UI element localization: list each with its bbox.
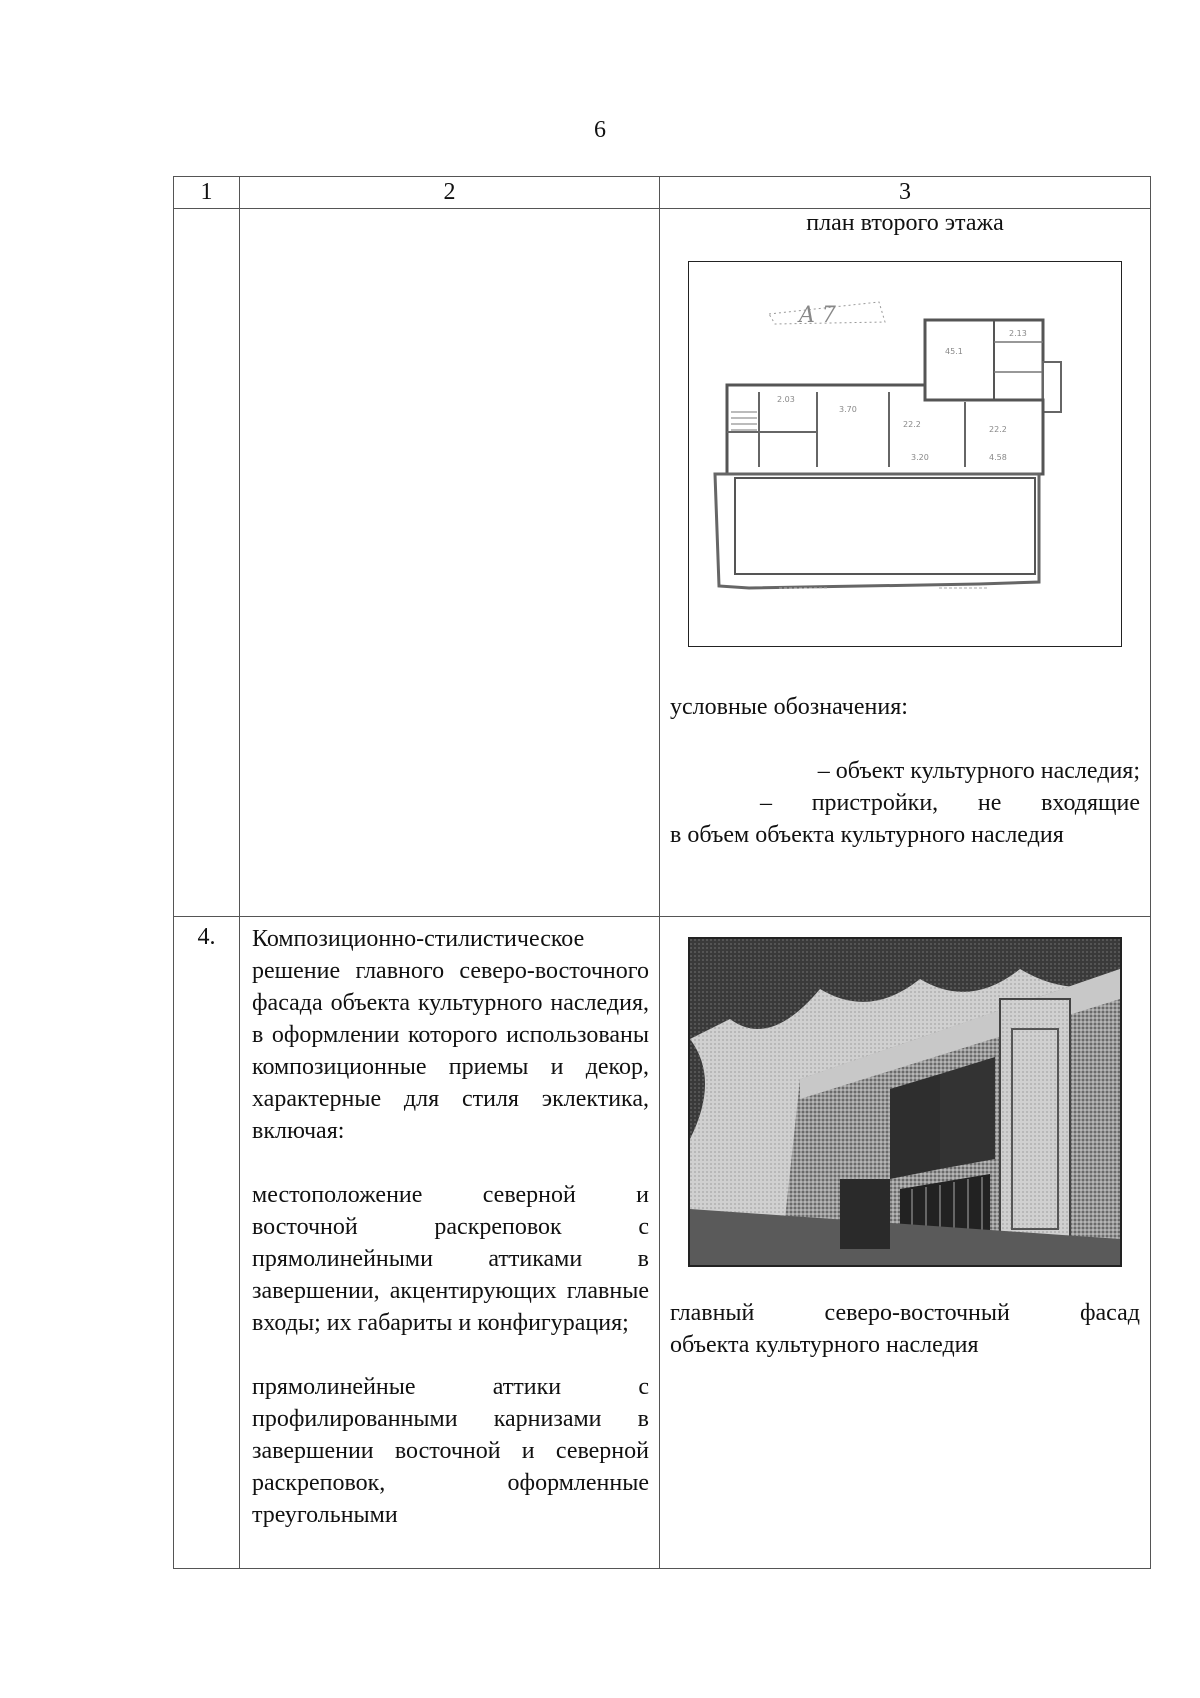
photo-cell [660,917,1151,1569]
row-number: 4. [174,917,240,1569]
legend-extensions: – пристройки, не входящие [760,790,1141,816]
header-col-2: 2 [240,177,660,209]
svg-text:4.58: 4.58 [989,453,1007,462]
table-row [174,917,1151,1569]
svg-text:45.1: 45.1 [945,347,963,356]
svg-text:A 7: A 7 [799,303,836,328]
svg-text:22.2: 22.2 [903,420,921,429]
floor-plan-drawing [689,262,1120,645]
row-number-empty [174,209,240,917]
row-description-empty [240,209,660,917]
heritage-table [173,176,1151,1569]
facade-photo [690,939,1120,1265]
description-paragraph: местоположение северной и восточной раскреповок с прямолинейными аттиками в завершении, акцентирующих главные входы; их габариты и конфигурация; [252,1182,649,1336]
plan-cell [660,209,1151,917]
floor-plan-figure [688,261,1122,647]
description-paragraph: Композиционно-стилистическое решение главного северо-восточного фасада объекта культурного наследия, в оформлении которого использованы композиционные приемы и декор, характерные для стиля эклектика, включая: [252,926,649,1144]
header-col-3: 3 [660,177,1151,209]
svg-text:2.13: 2.13 [1009,329,1027,338]
row-description [240,917,660,1569]
svg-text:2.03: 2.03 [777,395,795,404]
photo-caption [670,1297,1140,1361]
legend-title: условные обозначения: [670,694,908,720]
legend-heritage-object: – объект культурного наследия; [817,758,1140,784]
description-paragraph: прямолинейные аттики с профилированными карнизами в завершении восточной и северной раскреповок, оформленные треугольными [252,1374,649,1528]
page-number: 6 [594,117,606,143]
facade-photo-figure [688,937,1122,1267]
legend-extensions-cont: в объем объекта культурного наследия [670,822,1064,848]
svg-text:22.2: 22.2 [989,425,1007,434]
header-col-1: 1 [174,177,240,209]
table-row [174,209,1151,917]
plan-caption: план второго этажа [806,210,1004,236]
photo-caption-line1: главный северо-восточный фасад [670,1300,1140,1326]
svg-text:3.70: 3.70 [839,405,857,414]
table-header-row [174,177,1151,209]
photo-caption-line2: объекта культурного наследия [670,1332,979,1358]
svg-text:3.20: 3.20 [911,453,929,462]
